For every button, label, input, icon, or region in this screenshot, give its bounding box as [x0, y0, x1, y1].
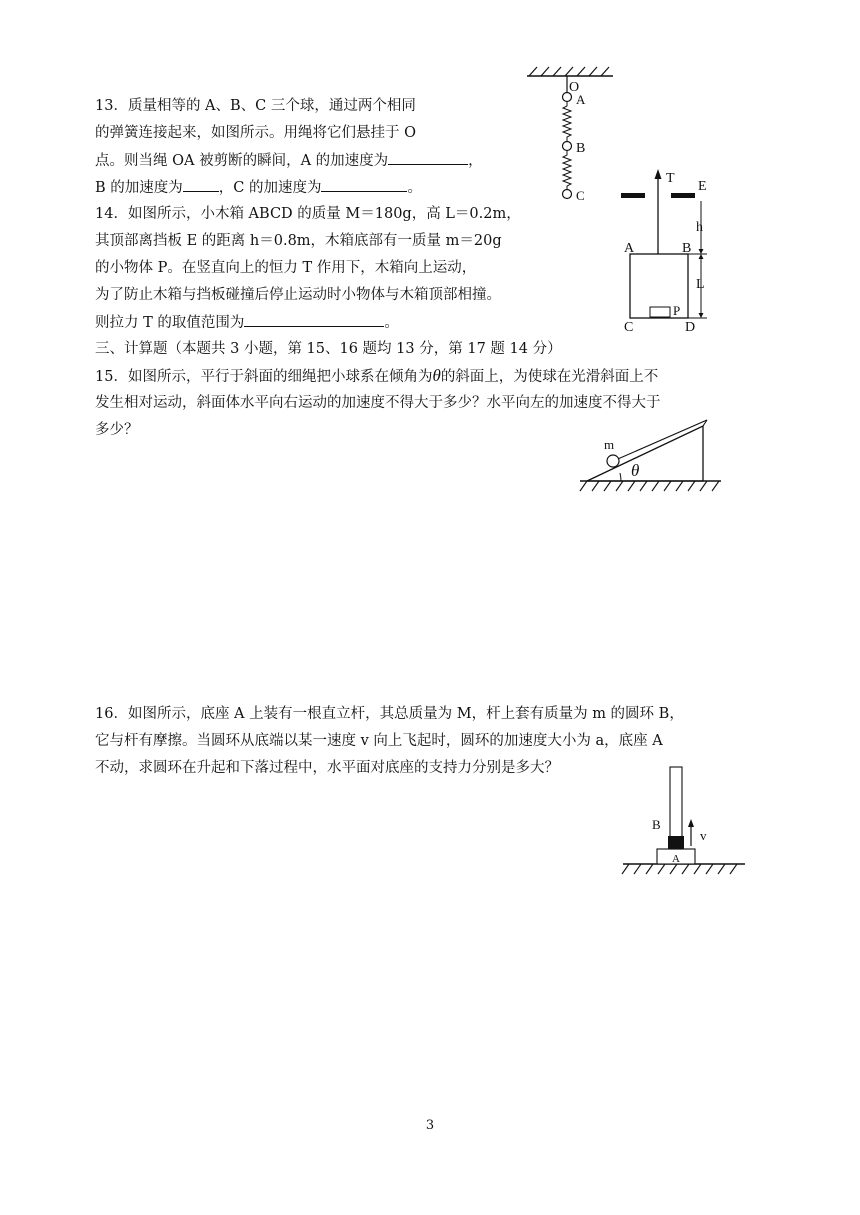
- q15-line-2: 发生相对运动，斜面体水平向右运动的加速度不得大于多少？水平向左的加速度不得大于: [95, 395, 661, 411]
- q13-line-4: [95, 177, 422, 198]
- label-m: m: [604, 437, 615, 452]
- q16-line-3: 不动，求圆环在升起和下落过程中，水平面对底座的支持力分别是多大？: [95, 760, 559, 776]
- q14-line-5-text: 则拉力 T 的取值范围为: [95, 315, 245, 331]
- spring-chain-figure: [515, 62, 620, 212]
- q13-line-3: [95, 150, 483, 171]
- q15-line-1: [95, 366, 658, 387]
- box-force-figure: [615, 165, 725, 335]
- label-h: h: [696, 220, 703, 235]
- q13-line-4b: ，C 的加速度为: [218, 180, 322, 196]
- q15-line-1a: 15．如图所示，平行于斜面的细绳把小球系在倾角为: [95, 369, 433, 385]
- label-b: B: [576, 141, 586, 156]
- q16-line-1: 16．如图所示，底座 A 上装有一根直立杆，其总质量为 M，杆上套有质量为 m 的圆环 B，: [95, 706, 684, 722]
- section-heading: 三、计算题（本题共 3 小题，第 15、16 题均 13 分，第 17 题 14 分）: [95, 341, 562, 357]
- label-box-c: C: [624, 320, 634, 335]
- label-box-a: A: [624, 241, 635, 256]
- q13-line-3-text: 点。则当绳 OA 被剪断的瞬间，A 的加速度为: [95, 153, 389, 169]
- q14-line-4: 为了防止木箱与挡板碰撞后停止运动时小物体与木箱顶部相撞。: [95, 287, 501, 303]
- rod-ring-figure: [615, 762, 750, 882]
- q15-line-1b: 的斜面上，为使球在光滑斜面上不: [440, 369, 659, 385]
- page-number: 3: [425, 1118, 435, 1133]
- incline-figure: [575, 418, 725, 494]
- q13-line-1: 13．质量相等的 A、B、C 三个球，通过两个相同: [95, 98, 416, 114]
- theta-symbol: θ: [432, 366, 441, 385]
- q13-line-2: 的弹簧连接起来，如图所示。用绳将它们悬挂于 O: [95, 125, 416, 141]
- label-box-b: B: [682, 241, 692, 256]
- label-l: L: [696, 277, 705, 292]
- q15-line-3: 多少？: [95, 422, 139, 438]
- q14-line-5: [95, 312, 399, 333]
- q14-line-2: 其顶部离挡板 E 的距离 h＝0.8m，木箱底部有一质量 m＝20g: [95, 233, 502, 249]
- label-a: A: [576, 92, 586, 107]
- label-box-d: D: [685, 320, 696, 335]
- answer-blank-b: [183, 177, 219, 192]
- answer-blank-a: [388, 150, 468, 165]
- label-ring-b: B: [652, 817, 661, 832]
- q14-line-5-end: 。: [384, 315, 399, 331]
- q13-line-3-end: ，: [468, 153, 483, 169]
- label-v: v: [700, 828, 707, 843]
- label-o: O: [569, 80, 580, 95]
- label-p: P: [673, 303, 681, 318]
- answer-blank-c: [321, 177, 407, 192]
- label-c: C: [576, 188, 585, 203]
- q14-line-3: 的小物体 P。在竖直向上的恒力 T 作用下，木箱向上运动，: [95, 260, 477, 276]
- q16-line-2: 它与杆有摩擦。当圆环从底端以某一速度 v 向上飞起时，圆环的加速度大小为 a，底座 A: [95, 733, 663, 749]
- label-base-a: A: [672, 853, 680, 865]
- label-theta: θ: [631, 461, 640, 480]
- q13-line-4-end: 。: [407, 180, 422, 196]
- q13-line-4a: B 的加速度为: [95, 180, 183, 196]
- answer-blank-t-range: [244, 312, 384, 327]
- label-e: E: [698, 179, 707, 194]
- q14-line-1: 14．如图所示，小木箱 ABCD 的质量 M＝180g，高 L＝0.2m，: [95, 206, 521, 222]
- label-t: T: [666, 171, 675, 186]
